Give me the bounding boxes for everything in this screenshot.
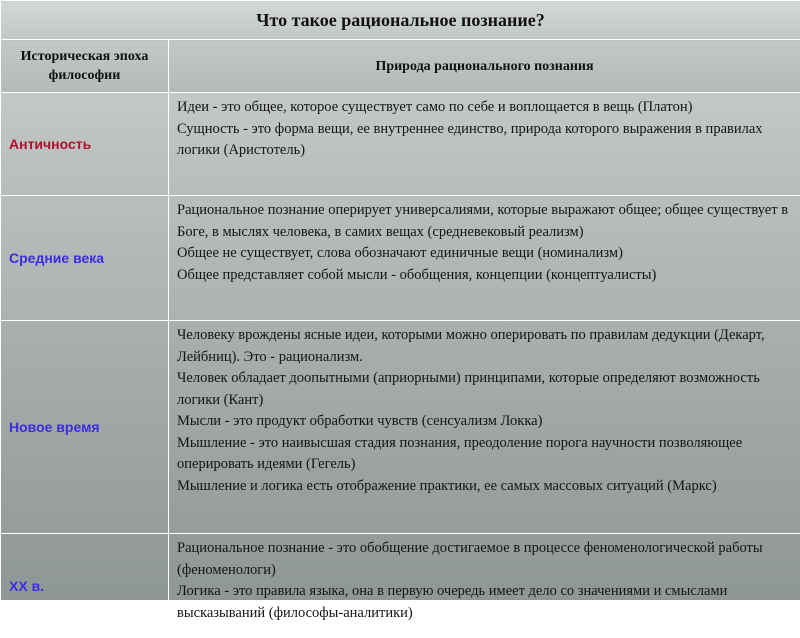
nature-line: Логика - это правила языка, она в первую очередь имеет дело со значениями и смыслами высказываний (философы-аналитики): [177, 581, 794, 624]
nature-line: Сущность - это форма вещи, ее внутреннее единство, природа которого выражения в правилах логики (Аристотель): [177, 119, 794, 162]
header-nature: Природа рационального познания: [169, 40, 800, 93]
era-modern-time: Новое время: [1, 321, 169, 534]
era-middle-ages: Средние века: [1, 196, 169, 321]
nature-line: Рациональное познание - это обобщение достигаемое в процессе феноменологической работы (феноменологи): [177, 538, 794, 581]
nature-line: Мышление - это наивысшая стадия познания, преодоление порога научности позволяющее оперировать идеями (Гегель): [177, 433, 794, 476]
nature-line: Общее представляет собой мысли - обобщения, концепции (концептуалисты): [177, 265, 794, 287]
table-row: [1, 321, 800, 534]
nature-modern-time: [169, 321, 800, 534]
table-row: [1, 93, 800, 196]
nature-line: Мысли - это продукт обработки чувств (сенсуализм Локка): [177, 411, 794, 433]
nature-line: Человек обладает доопытными (априорными) принципами, которые определяют возможность логики (Кант): [177, 368, 794, 411]
table-row: [1, 534, 800, 638]
table-title: Что такое рациональное познание?: [1, 1, 800, 40]
table-row: [1, 196, 800, 321]
nature-antiquity: [169, 93, 800, 196]
era-antiquity: Античность: [1, 93, 169, 196]
era-20th-century: XX в.: [1, 534, 169, 638]
nature-line: Общее не существует, слова обозначают единичные вещи (номинализм): [177, 243, 794, 265]
nature-20th-century: [169, 534, 800, 638]
nature-middle-ages: [169, 196, 800, 321]
nature-line: Рациональное познание оперирует универсалиями, которые выражают общее; общее существует в Боге, в мыслях человека, в самих вещах (средневековый реализм): [177, 200, 794, 243]
nature-line: Идеи - это общее, которое существует само по себе и воплощается в вещь (Платон): [177, 97, 794, 119]
nature-line: Мышление и логика есть отображение практики, ее самых массовых ситуаций (Маркс): [177, 476, 794, 498]
nature-line: Человеку врождены ясные идеи, которыми можно оперировать по правилам дедукции (Декарт, Лейбниц). Это - рационализм.: [177, 325, 794, 368]
header-era: Историческая эпоха философии: [1, 40, 169, 93]
